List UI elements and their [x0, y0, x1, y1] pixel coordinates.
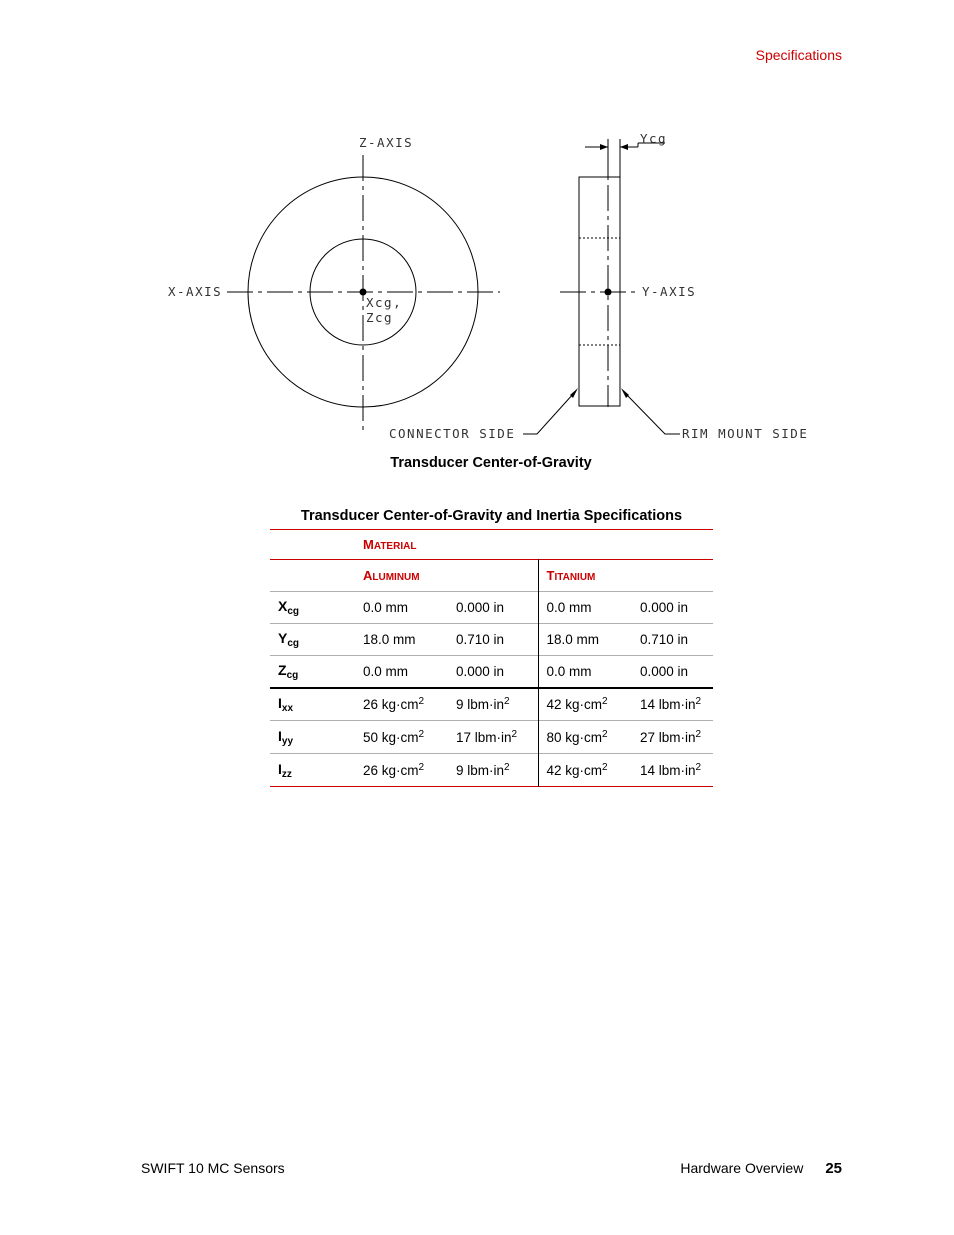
connector-side-leader	[523, 393, 574, 434]
row-label: $Z_{cg}$	[278, 661, 299, 681]
cell-ti-metric: 0.0 mm	[538, 656, 632, 688]
cell-ti-metric: 0.0 mm	[538, 592, 632, 624]
alloy-header-row	[270, 560, 713, 592]
cell-al-imperial: 0.000 in	[456, 600, 505, 615]
row-label: $Y_{cg}$	[278, 630, 300, 649]
y-axis-label: Y-AXIS	[642, 284, 697, 299]
table-row	[270, 592, 713, 624]
cell-al-imperial: 17 $lbm\cdot in^2$	[456, 729, 518, 745]
x-axis-label: X-AXIS	[168, 284, 223, 299]
cell-al-imperial: 9 $lbm\cdot in^2$	[456, 762, 510, 778]
xcg-zcg-label-2: Zcg	[366, 310, 394, 325]
connector-side-label: CONNECTOR SIDE	[389, 426, 516, 441]
cg-point-side	[605, 289, 611, 295]
cell-ti-imperial: 14 $lbm\cdot in^2$	[640, 696, 702, 713]
titanium-header: TITANIUM	[538, 560, 713, 592]
material-header-row	[270, 530, 713, 560]
spec-table	[270, 529, 713, 787]
table-title: Transducer Center-of-Gravity and Inertia Specifications	[300, 508, 683, 524]
cell-ti-imperial: 0.710 in	[640, 632, 689, 647]
row-label: $I_{yy}$	[278, 727, 294, 747]
cell-ti-imperial: 14 $lbm\cdot in^2$	[640, 762, 702, 778]
cell-al-metric: 0.0 mm	[363, 600, 409, 615]
footer-document-title: SWIFT 10 MC Sensors	[141, 1160, 285, 1176]
row-label: $I_{zz}$	[278, 760, 292, 780]
aluminum-header: ALUMINUM	[363, 568, 420, 583]
cell-al-metric: 26 $kg\cdot cm^2$	[363, 762, 425, 778]
cg-diagram	[160, 125, 820, 445]
footer-right	[680, 1160, 842, 1177]
ycg-arrow-right	[620, 144, 628, 150]
row-label: $I_{xx}$	[278, 694, 294, 714]
cell-ti-imperial: 0.000 in	[640, 600, 689, 615]
cell-al-metric: 26 $kg\cdot cm^2$	[363, 696, 425, 713]
cell-al-metric: 50 $kg\cdot cm^2$	[363, 729, 425, 745]
table-row	[270, 656, 713, 688]
footer-section: Hardware Overview	[680, 1160, 804, 1176]
ycg-label: Ycg	[640, 131, 668, 146]
cell-ti-metric: 18.0 mm	[538, 624, 632, 656]
cell-ti-imperial: 0.000 in	[640, 663, 689, 679]
cell-al-imperial: 9 $lbm\cdot in^2$	[456, 696, 510, 713]
cell-ti-metric: 80 $kg\cdot cm^2$	[538, 721, 632, 754]
cell-ti-imperial: 27 $lbm\cdot in^2$	[640, 729, 702, 745]
cell-ti-metric: 42 $kg\cdot cm^2$	[538, 754, 632, 787]
cg-diagram-svg	[160, 125, 820, 445]
cell-ti-metric: 42 $kg\cdot cm^2$	[538, 688, 632, 721]
xcg-zcg-label-1: Xcg,	[366, 295, 403, 310]
rim-mount-side-leader	[625, 393, 680, 434]
table-row	[270, 688, 713, 721]
spec-rows	[270, 592, 713, 787]
z-axis-label: Z-AXIS	[359, 135, 414, 150]
cell-al-metric: 0.0 mm	[363, 663, 409, 679]
cell-al-metric: 18.0 mm	[363, 632, 416, 647]
cell-al-imperial: 0.710 in	[456, 632, 505, 647]
running-header-section: Specifications	[755, 47, 842, 63]
cell-al-imperial: 0.000 in	[456, 663, 505, 679]
table-row	[270, 721, 713, 754]
figure-caption: Transducer Center-of-Gravity	[390, 455, 592, 471]
page-number: 25	[825, 1160, 842, 1177]
ycg-arrow-left	[600, 144, 608, 150]
row-label: $X_{cg}$	[278, 598, 300, 617]
material-header: MATERIAL	[363, 537, 417, 552]
table-row	[270, 754, 713, 787]
rim-mount-side-label: RIM MOUNT SIDE	[682, 426, 809, 441]
table-row	[270, 624, 713, 656]
